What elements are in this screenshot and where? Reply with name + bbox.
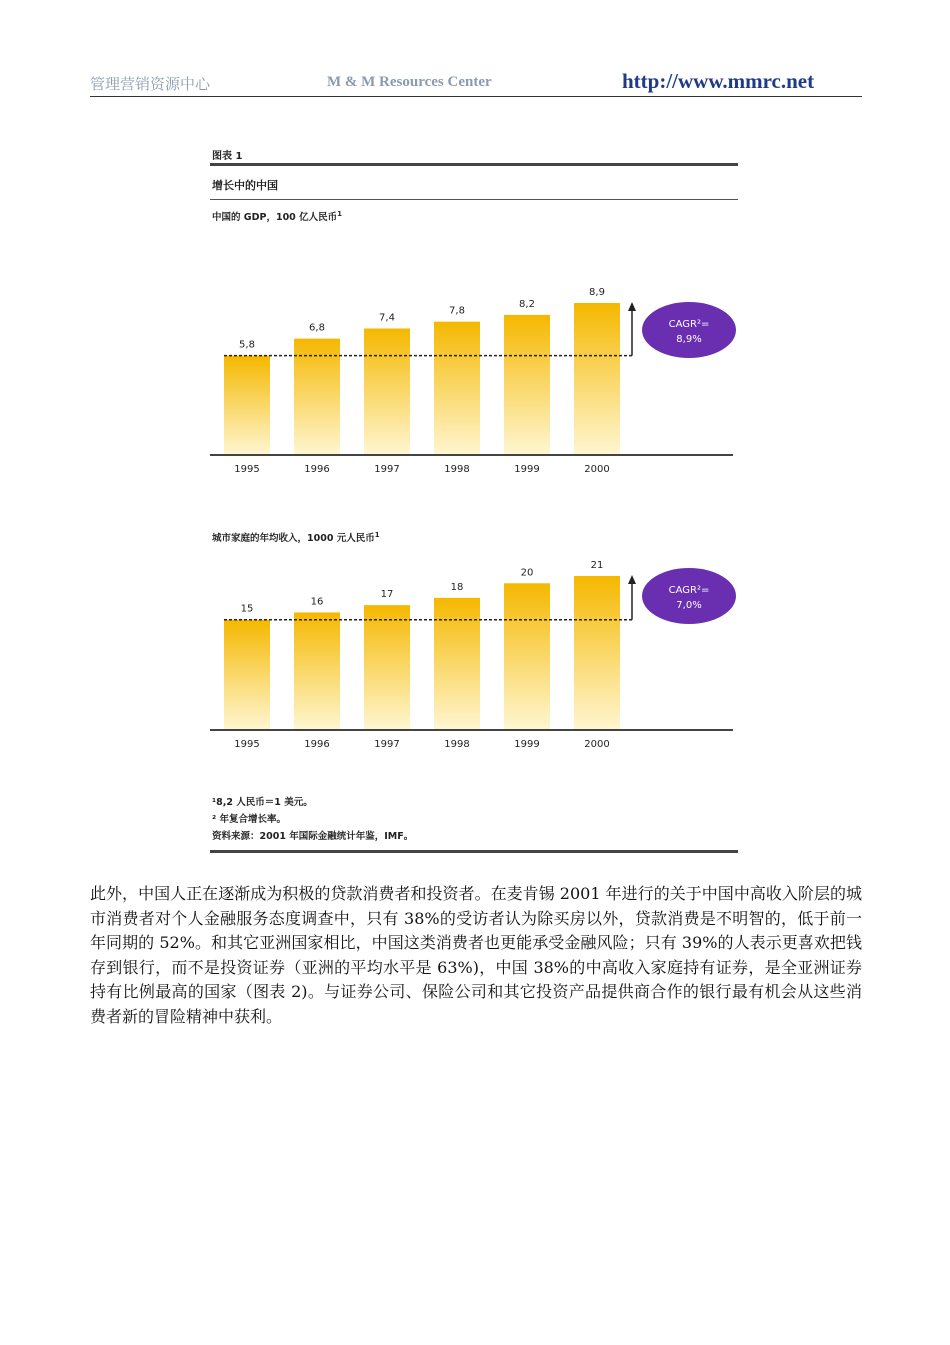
cagr-label: CAGR²= xyxy=(668,319,710,330)
x-tick-label: 2000 xyxy=(584,464,610,475)
x-tick-label: 1998 xyxy=(444,464,470,475)
bar-value-label: 7,8 xyxy=(449,305,465,317)
figure-label: 图表 1 xyxy=(212,151,243,162)
header-center-title: M & M Resources Center xyxy=(327,74,492,90)
bar-1998 xyxy=(434,598,480,729)
x-tick-label: 1998 xyxy=(444,739,470,750)
bar-2000 xyxy=(574,576,620,729)
cagr-value: 8,9% xyxy=(676,334,702,345)
x-tick-label: 1995 xyxy=(234,464,260,475)
figure-rule-bottom xyxy=(210,850,738,853)
bar-value-label: 21 xyxy=(590,560,604,571)
figure-rule-sub xyxy=(210,199,738,200)
header-url-link[interactable]: http://www.mmrc.net xyxy=(622,69,815,93)
cagr-label: CAGR²= xyxy=(668,585,710,596)
x-tick-label: 1997 xyxy=(374,739,400,750)
figure-rule-top xyxy=(210,163,738,166)
cagr-ellipse xyxy=(642,302,736,358)
bar-1998 xyxy=(434,322,480,454)
x-tick-label: 1996 xyxy=(304,464,330,475)
bar-1995 xyxy=(224,620,270,729)
growth-arrow-head xyxy=(628,302,636,311)
header-site-name: 管理营销资源中心 xyxy=(90,75,211,93)
bar-value-label: 8,9 xyxy=(589,287,605,298)
bar-value-label: 18 xyxy=(450,581,464,593)
chart-2-title: 城市家庭的年均收入，1000 元人民币$^1$ xyxy=(212,530,380,544)
growth-arrow-head xyxy=(628,575,636,584)
x-tick-label: 1999 xyxy=(514,739,540,750)
bar-value-label: 15 xyxy=(240,603,254,615)
bar-1999 xyxy=(504,583,550,729)
bar-1996 xyxy=(294,612,340,729)
x-tick-label: 1999 xyxy=(514,464,540,475)
income-bar-chart xyxy=(205,556,745,756)
source-note: 资料来源：2001 年国际金融统计年鉴，IMF。 xyxy=(212,831,414,842)
chart-1-title: 中国的 GDP，100 亿人民币$^1$ xyxy=(212,209,342,223)
bar-1997 xyxy=(364,605,410,729)
footnote-2: ² 年复合增长率。 xyxy=(212,814,286,825)
x-tick-label: 2000 xyxy=(584,739,610,750)
figure-notes xyxy=(212,794,413,845)
bar-1997 xyxy=(364,328,410,454)
bar-value-label: 6,8 xyxy=(309,322,325,334)
bar-value-label: 5,8 xyxy=(239,339,255,351)
bar-value-label: 7,4 xyxy=(379,312,395,324)
x-tick-label: 1995 xyxy=(234,739,260,750)
figure-title: 增长中的中国 xyxy=(212,179,278,192)
bar-1999 xyxy=(504,315,550,454)
cagr-value: 7,0% xyxy=(676,600,702,611)
footnote-1: ¹8,2 人民币＝1 美元。 xyxy=(212,797,313,808)
bar-2000 xyxy=(574,303,620,454)
body-paragraph: 此外，中国人正在逐渐成为积极的贷款消费者和投资者。在麦肯锡 2001 年进行的关于中国中高收入阶层的城市消费者对个人金融服务态度调查中，只有 38%的受访者认为除买房以外，贷款消费是不明智的，低于前一年同期的 52%。和其它亚洲国家相比，中国这类消费者也更能承受金融风险；只有 39%的人表示更喜欢把钱存到银行，而不是投资证券（亚洲的平均水平是 63%)，中国 38%的中高收入家庭持有证券，是全亚洲证券持有比例最高的国家（图表 2)。与证券公司、保险公司和其它投资产品提供商合作的银行最有机会从这些消费者新的冒险精神中获利。 xyxy=(90,884,862,1026)
bar-1995 xyxy=(224,356,270,454)
x-tick-label: 1997 xyxy=(374,464,400,475)
bar-value-label: 17 xyxy=(380,589,394,601)
bar-value-label: 20 xyxy=(520,567,534,579)
bar-value-label: 16 xyxy=(310,596,324,608)
cagr-ellipse xyxy=(642,568,736,624)
bar-value-label: 8,2 xyxy=(519,298,535,310)
x-tick-label: 1996 xyxy=(304,739,330,750)
page-header xyxy=(90,68,862,97)
gdp-bar-chart xyxy=(205,282,745,482)
